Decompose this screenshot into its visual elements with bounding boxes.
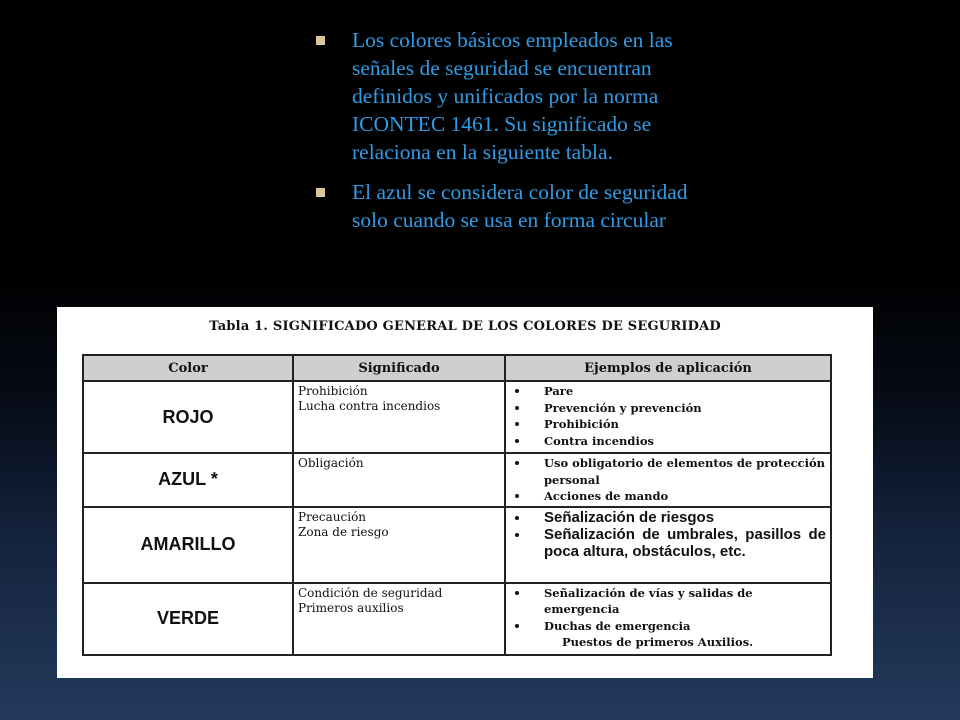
dot-bullet-icon bbox=[515, 439, 519, 443]
meaning-line: Obligación bbox=[298, 456, 364, 470]
example-text: Acciones de mando bbox=[544, 489, 669, 503]
table-row bbox=[83, 583, 831, 655]
example-item bbox=[510, 455, 826, 488]
example-item bbox=[510, 526, 826, 560]
dot-bullet-icon bbox=[515, 591, 519, 595]
bullet-text: Los colores básicos empleados en las señales de seguridad se encuentran definidos y unificados por la norma ICONTEC 1461. Su significado se relaciona en la siguiente tabla. bbox=[352, 28, 673, 164]
example-text: Uso obligatorio de elementos de protección personal bbox=[544, 456, 826, 487]
example-item bbox=[510, 585, 826, 618]
bullet-item bbox=[314, 178, 714, 234]
column-header-color: Color bbox=[83, 355, 293, 381]
color-cell-verde: VERDE bbox=[83, 583, 293, 655]
table-row bbox=[83, 381, 831, 453]
table-row bbox=[83, 453, 831, 507]
example-text: Señalización de riesgos bbox=[544, 508, 715, 526]
color-cell-rojo: ROJO bbox=[83, 381, 293, 453]
safety-colors-table bbox=[82, 354, 832, 656]
meaning-cell bbox=[293, 583, 505, 655]
dot-bullet-icon bbox=[515, 461, 519, 465]
bullet-text: El azul se considera color de seguridad solo cuando se usa en forma circular bbox=[352, 180, 688, 232]
bullet-list bbox=[314, 26, 714, 246]
example-text: Prevención y prevención bbox=[544, 400, 702, 415]
square-bullet-icon bbox=[316, 188, 325, 197]
color-cell-amarillo: AMARILLO bbox=[83, 507, 293, 583]
example-extra-line: Puestos de primeros Auxilios. bbox=[562, 635, 754, 649]
example-item bbox=[510, 383, 826, 400]
column-header-significado: Significado bbox=[293, 355, 505, 381]
dot-bullet-icon bbox=[515, 624, 519, 628]
examples-cell bbox=[505, 381, 831, 453]
safety-colors-table-image bbox=[57, 307, 873, 678]
example-text: Pare bbox=[544, 384, 574, 398]
square-bullet-icon bbox=[316, 36, 325, 45]
example-text: Señalización de vías y salidas de emergencia bbox=[544, 585, 753, 616]
example-text: Contra incendios bbox=[544, 433, 654, 448]
bullet-item bbox=[314, 26, 714, 166]
color-cell-azul: AZUL * bbox=[83, 453, 293, 507]
meaning-line: Zona de riesgo bbox=[298, 524, 389, 539]
meaning-cell bbox=[293, 507, 505, 583]
example-item bbox=[510, 618, 826, 635]
example-text: Prohibición bbox=[544, 417, 619, 431]
example-item bbox=[510, 509, 826, 526]
meaning-line: Primeros auxilios bbox=[298, 600, 404, 615]
meaning-line: Prohibición bbox=[298, 384, 368, 398]
example-text: Duchas de emergencia bbox=[544, 618, 691, 633]
examples-cell bbox=[505, 453, 831, 507]
meaning-cell bbox=[293, 453, 505, 507]
table-title: Tabla 1. SIGNIFICADO GENERAL DE LOS COLORES DE SEGURIDAD bbox=[209, 319, 721, 334]
meaning-line: Lucha contra incendios bbox=[298, 399, 441, 413]
meaning-line: Precaución bbox=[298, 509, 367, 524]
example-item bbox=[510, 488, 826, 505]
column-header-ejemplos: Ejemplos de aplicación bbox=[505, 355, 831, 381]
table-row bbox=[83, 507, 831, 583]
example-item bbox=[510, 433, 826, 450]
example-item bbox=[510, 416, 826, 433]
example-text: Señalización de umbrales, pasillos de poca altura, obstáculos, etc. bbox=[544, 525, 826, 560]
dot-bullet-icon bbox=[515, 516, 519, 520]
dot-bullet-icon bbox=[515, 494, 519, 498]
dot-bullet-icon bbox=[515, 533, 519, 537]
table-header-row bbox=[83, 355, 831, 381]
examples-cell bbox=[505, 507, 831, 583]
examples-cell bbox=[505, 583, 831, 655]
dot-bullet-icon bbox=[515, 406, 519, 410]
dot-bullet-icon bbox=[515, 422, 519, 426]
dot-bullet-icon bbox=[515, 389, 519, 393]
example-item bbox=[510, 400, 826, 417]
meaning-line: Condición de seguridad bbox=[298, 585, 443, 600]
meaning-cell bbox=[293, 381, 505, 453]
